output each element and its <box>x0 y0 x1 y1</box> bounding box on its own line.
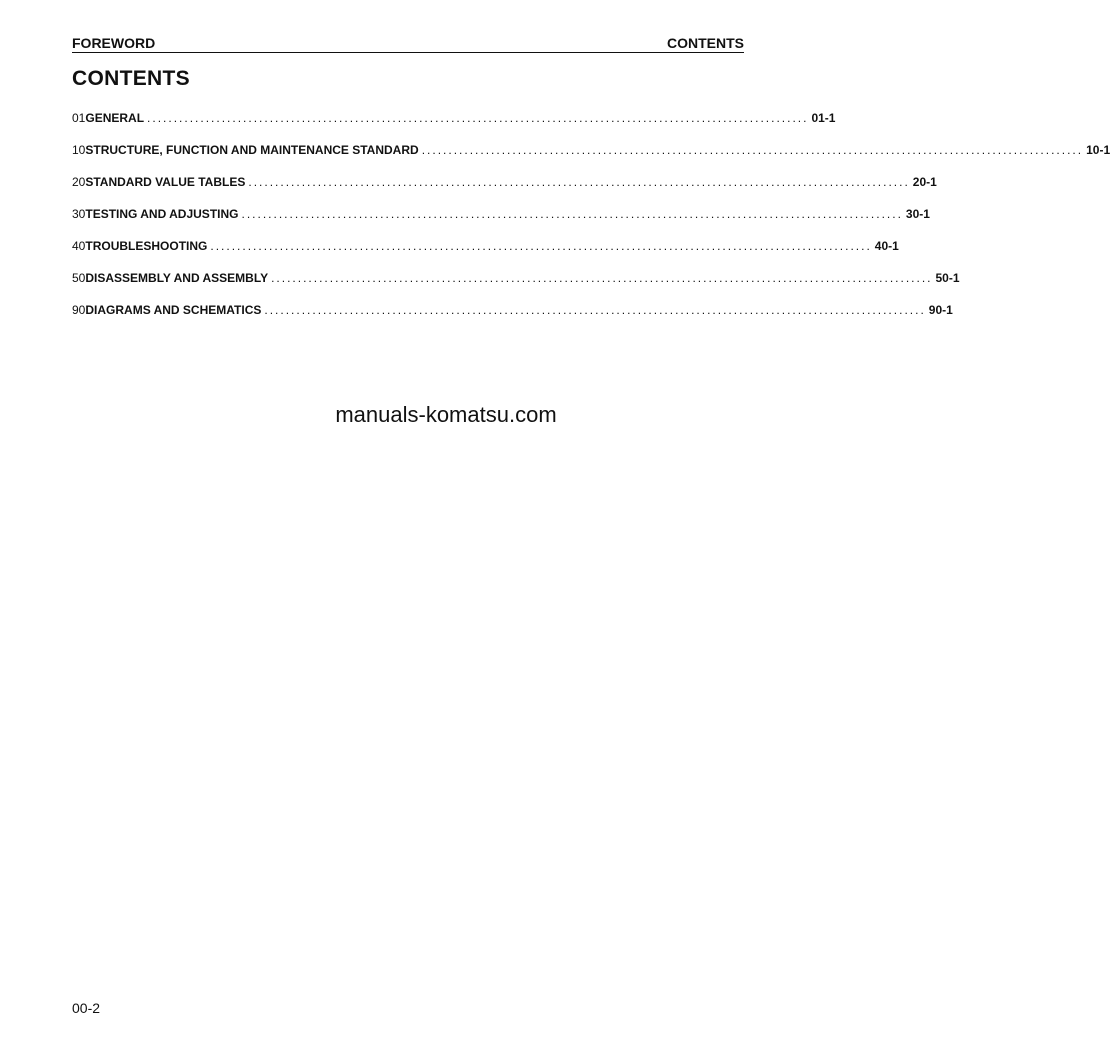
toc-row[interactable] <box>72 303 953 335</box>
toc-section-number: 20 <box>72 175 86 189</box>
toc-section-label: STRUCTURE, FUNCTION AND MAINTENANCE STANDARD <box>85 143 419 157</box>
toc-row[interactable] <box>72 207 930 239</box>
toc-section-label: STANDARD VALUE TABLES <box>85 175 246 189</box>
toc-section-number: 50 <box>72 271 86 285</box>
toc-page-ref: 40-1 <box>874 239 899 253</box>
toc-page-ref: 20-1 <box>912 175 937 189</box>
toc-leader-dots: ............................................................................................................................ <box>248 175 910 189</box>
toc-section-number: 40 <box>72 239 86 253</box>
toc-leader-dots: ............................................................................................................................ <box>147 111 809 125</box>
toc-page-ref: 01-1 <box>811 111 836 125</box>
toc-section-number: 30 <box>72 207 86 221</box>
toc-leader-dots: ............................................................................................................................ <box>271 271 933 285</box>
toc-section-label: TROUBLESHOOTING <box>85 239 208 253</box>
toc-section-number: 01 <box>72 111 86 125</box>
toc-section-label: DISASSEMBLY AND ASSEMBLY <box>85 271 269 285</box>
toc-row[interactable] <box>72 111 836 143</box>
footer-page-number: 00-2 <box>72 1000 101 1016</box>
toc-page-ref: 50-1 <box>935 271 960 285</box>
toc-leader-dots: ............................................................................................................................ <box>264 303 926 317</box>
toc-row[interactable] <box>72 143 1110 175</box>
running-header <box>72 34 744 53</box>
toc-leader-dots: ............................................................................................................................ <box>421 143 1084 157</box>
toc-section-label: GENERAL <box>85 111 145 125</box>
page-title: CONTENTS <box>72 67 190 90</box>
toc-page-ref: 90-1 <box>928 303 953 317</box>
toc-section-label: DIAGRAMS AND SCHEMATICS <box>85 303 262 317</box>
toc-row[interactable] <box>72 239 899 271</box>
toc-row[interactable] <box>72 271 960 303</box>
toc-section-number: 10 <box>72 143 86 157</box>
toc-section-number: 90 <box>72 303 86 317</box>
toc-section-label: TESTING AND ADJUSTING <box>85 207 239 221</box>
watermark-text: manuals-komatsu.com <box>335 402 557 427</box>
toc-page-ref: 30-1 <box>905 207 930 221</box>
toc-leader-dots: ............................................................................................................................ <box>241 207 903 221</box>
toc-row[interactable] <box>72 175 937 207</box>
header-page-title: CONTENTS <box>667 35 744 51</box>
toc-leader-dots: ............................................................................................................................ <box>210 239 872 253</box>
toc-page-ref: 10-1 <box>1086 143 1110 157</box>
table-of-contents <box>72 111 1110 335</box>
header-section-title: FOREWORD <box>72 35 156 51</box>
